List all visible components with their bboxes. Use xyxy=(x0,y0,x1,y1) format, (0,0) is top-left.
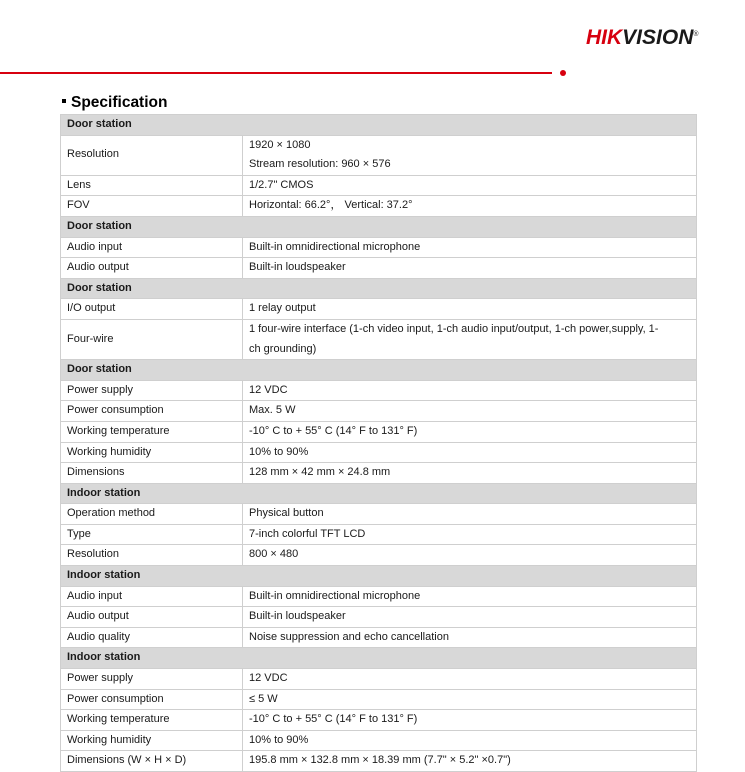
group-header-row xyxy=(61,278,697,299)
spec-label: Audio quality xyxy=(61,627,243,648)
spec-value xyxy=(243,627,697,648)
spec-value xyxy=(243,710,697,731)
spec-value-line: 195.8 mm × 132.8 mm × 18.39 mm (7.7" × 5.2" ×0.7") xyxy=(249,754,511,767)
spec-label: Working humidity xyxy=(61,730,243,751)
spec-value-line: -10° C to + 55° C (14° F to 131° F) xyxy=(249,424,418,437)
spec-value-line: 800 × 480 xyxy=(249,548,299,561)
header-divider-dot xyxy=(560,70,566,76)
spec-value-line: 12 VDC xyxy=(249,383,288,396)
spec-value xyxy=(243,730,697,751)
spec-value xyxy=(243,319,697,359)
spec-value-line: Physical button xyxy=(249,507,324,520)
spec-value-line: ch grounding) xyxy=(249,342,317,355)
registered-mark: ® xyxy=(693,31,699,38)
spec-value-line: Built-in omnidirectional microphone xyxy=(249,240,421,253)
spec-value-line: 7-inch colorful TFT LCD xyxy=(249,527,366,540)
spec-value-line: Built-in loudspeaker xyxy=(249,261,346,274)
group-header-row xyxy=(61,648,697,669)
spec-label: Working humidity xyxy=(61,442,243,463)
spec-label: Dimensions (W × H × D) xyxy=(61,751,243,772)
spec-label: Power consumption xyxy=(61,401,243,422)
spec-value xyxy=(243,607,697,628)
table-row xyxy=(61,607,697,628)
table-row xyxy=(61,380,697,401)
group-header-row xyxy=(61,216,697,237)
table-row xyxy=(61,463,697,484)
bullet-icon xyxy=(62,99,66,103)
spec-label: I/O output xyxy=(61,299,243,320)
spec-value xyxy=(243,237,697,258)
table-row xyxy=(61,504,697,525)
spec-value xyxy=(243,524,697,545)
spec-value-line: Max. 5 W xyxy=(249,404,296,417)
spec-value xyxy=(243,421,697,442)
spec-label: Four-wire xyxy=(61,319,243,359)
spec-label: Power supply xyxy=(61,669,243,690)
spec-value xyxy=(243,751,697,772)
table-row xyxy=(61,586,697,607)
spec-value-line: Stream resolution: 960 × 576 xyxy=(249,158,391,171)
spec-value xyxy=(243,669,697,690)
spec-value-line: 1/2.7" CMOS xyxy=(249,178,314,191)
spec-value-line: -10° C to + 55° C (14° F to 131° F) xyxy=(249,713,418,726)
spec-value-line: Noise suppression and echo cancellation xyxy=(249,630,449,643)
table-row xyxy=(61,669,697,690)
table-row xyxy=(61,545,697,566)
spec-value-line: 1 four-wire interface (1-ch video input, 1-ch audio input/output, 1-ch power,supply, 1- xyxy=(249,322,659,335)
table-row xyxy=(61,135,697,175)
spec-value xyxy=(243,175,697,196)
group-title: Indoor station xyxy=(61,483,697,504)
spec-label: Audio output xyxy=(61,607,243,628)
group-header-row xyxy=(61,115,697,136)
spec-label: Audio output xyxy=(61,258,243,279)
spec-label: Resolution xyxy=(61,135,243,175)
spec-label: Lens xyxy=(61,175,243,196)
group-title: Door station xyxy=(61,115,697,136)
spec-value-line: 12 VDC xyxy=(249,672,288,685)
table-row xyxy=(61,237,697,258)
spec-label: Working temperature xyxy=(61,421,243,442)
spec-label: Operation method xyxy=(61,504,243,525)
spec-label: Working temperature xyxy=(61,710,243,731)
spec-value-line: Built-in loudspeaker xyxy=(249,610,346,623)
spec-value xyxy=(243,380,697,401)
logo-hik-text: HIK xyxy=(586,26,623,49)
spec-value xyxy=(243,299,697,320)
spec-value xyxy=(243,442,697,463)
spec-label: Type xyxy=(61,524,243,545)
group-header-row xyxy=(61,360,697,381)
table-row xyxy=(61,710,697,731)
spec-label: FOV xyxy=(61,196,243,217)
spec-label: Power consumption xyxy=(61,689,243,710)
table-row xyxy=(61,442,697,463)
table-row xyxy=(61,524,697,545)
table-row xyxy=(61,299,697,320)
spec-value-line: 1 relay output xyxy=(249,302,316,315)
group-title: Indoor station xyxy=(61,566,697,587)
table-row xyxy=(61,319,697,359)
spec-value xyxy=(243,586,697,607)
spec-value-line: 128 mm × 42 mm × 24.8 mm xyxy=(249,466,391,479)
group-title: Indoor station xyxy=(61,648,697,669)
section-title-text: Specification xyxy=(71,94,168,111)
table-row xyxy=(61,689,697,710)
group-title: Door station xyxy=(61,216,697,237)
group-header-row xyxy=(61,483,697,504)
group-title: Door station xyxy=(61,360,697,381)
spec-value xyxy=(243,689,697,710)
spec-value-line: Built-in omnidirectional microphone xyxy=(249,589,421,602)
table-row xyxy=(61,421,697,442)
spec-value xyxy=(243,258,697,279)
spec-value xyxy=(243,463,697,484)
table-row xyxy=(61,175,697,196)
spec-label: Audio input xyxy=(61,237,243,258)
spec-value-line: 1920 × 1080 xyxy=(249,138,311,151)
spec-value xyxy=(243,401,697,422)
table-row xyxy=(61,258,697,279)
table-row xyxy=(61,401,697,422)
spec-value-line: 10% to 90% xyxy=(249,445,309,458)
spec-value xyxy=(243,135,697,175)
logo-vision-text: VISION xyxy=(622,26,694,49)
hikvision-logo xyxy=(586,26,699,50)
spec-value xyxy=(243,504,697,525)
spec-value xyxy=(243,545,697,566)
table-row xyxy=(61,751,697,772)
table-row xyxy=(61,627,697,648)
spec-value-line: 10% to 90% xyxy=(249,733,309,746)
spec-value-line: Horizontal: 66.2°， Vertical: 37.2° xyxy=(249,199,413,212)
header-divider-line xyxy=(0,72,552,74)
spec-label: Dimensions xyxy=(61,463,243,484)
table-row xyxy=(61,196,697,217)
group-title: Door station xyxy=(61,278,697,299)
group-header-row xyxy=(61,566,697,587)
spec-table xyxy=(60,114,697,772)
section-title xyxy=(62,94,167,112)
spec-value-line: ≤ 5 W xyxy=(249,692,278,705)
spec-value xyxy=(243,196,697,217)
table-row xyxy=(61,730,697,751)
spec-label: Audio input xyxy=(61,586,243,607)
spec-label: Resolution xyxy=(61,545,243,566)
spec-label: Power supply xyxy=(61,380,243,401)
